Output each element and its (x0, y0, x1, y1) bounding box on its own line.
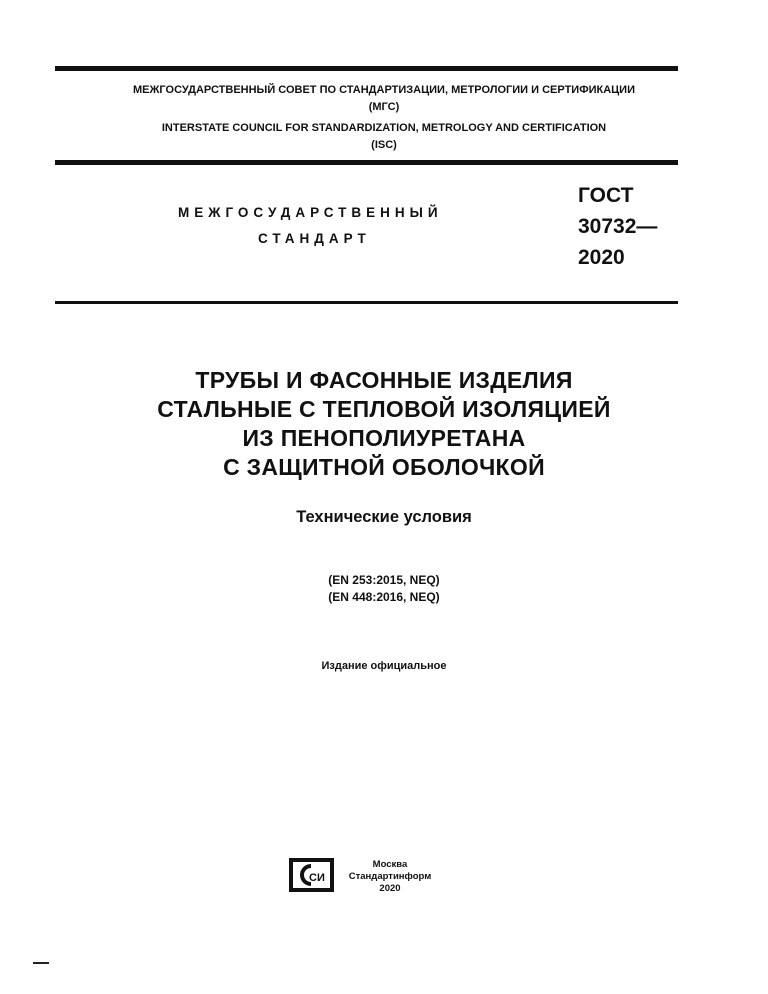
reference-item: (EN 253:2015, NEQ) (328, 573, 440, 587)
top-rule (55, 66, 678, 71)
reference-item: (EN 448:2016, NEQ) (328, 590, 440, 604)
publisher-city: Москва (372, 859, 408, 870)
publisher-name: Стандартинформ (348, 871, 432, 882)
publisher-year: 2020 (379, 883, 401, 894)
standard-kind (178, 200, 468, 252)
standard-kind-line2: СТАНДАРТ (258, 231, 371, 246)
council-abbr-en: (ISC) (371, 139, 397, 151)
standartinform-logo-icon (289, 858, 334, 892)
council-name-en: INTERSTATE COUNCIL FOR STANDARDIZATION, METROLOGY AND CERTIFICATION (161, 122, 607, 134)
svg-text:СИ: СИ (309, 872, 325, 884)
designation-line1: ГОСТ (578, 184, 634, 207)
title-line1: ТРУБЫ И ФАСОННЫЕ ИЗДЕЛИЯ (195, 367, 573, 393)
council-name-ru: МЕЖГОСУДАРСТВЕННЫЙ СОВЕТ ПО СТАНДАРТИЗАЦИИ, МЕТРОЛОГИИ И СЕРТИФИКАЦИИ (132, 84, 635, 96)
standard-designation (578, 180, 657, 273)
document-title (0, 366, 768, 482)
edition-note: Издание официальное (321, 660, 447, 672)
designation-line3: 2020 (578, 246, 625, 269)
normative-references (0, 572, 768, 606)
document-subtitle: Технические условия (296, 508, 472, 526)
council-abbr-ru: (МГС) (368, 101, 400, 113)
publisher-info (335, 859, 445, 895)
designation-line2: 30732— (578, 215, 658, 238)
title-line3: ИЗ ПЕНОПОЛИУРЕТАНА (242, 425, 526, 451)
council-header (0, 82, 768, 154)
header-bottom-rule (55, 160, 678, 165)
standard-kind-line1: МЕЖГОСУДАРСТВЕННЫЙ (178, 205, 443, 220)
title-line2: СТАЛЬНЫЕ С ТЕПЛОВОЙ ИЗОЛЯЦИЕЙ (157, 396, 611, 422)
title-line4: С ЗАЩИТНОЙ ОБОЛОЧКОЙ (223, 454, 545, 480)
designation-rule (55, 301, 678, 304)
page-corner-mark (33, 962, 49, 964)
